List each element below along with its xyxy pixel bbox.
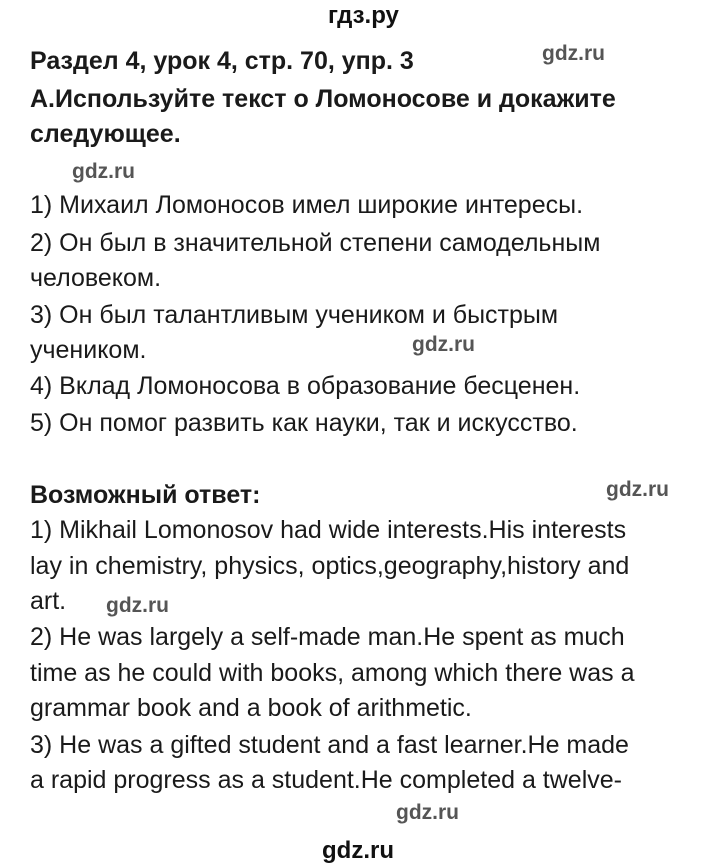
site-header-label: гдз.ру xyxy=(328,2,399,29)
answer-line: grammar book and a book of arithmetic. xyxy=(30,694,472,722)
answer-line: a rapid progress as a student.He completed a twelve- xyxy=(30,766,622,794)
instruction-line-2: следующее. xyxy=(30,120,181,148)
site-footer-label: gdz.ru xyxy=(322,837,394,864)
statement-line: 1) Михаил Ломоносов имел широкие интересы. xyxy=(30,191,584,219)
answer-line: art. xyxy=(30,587,67,615)
answer-line: 3) He was a gifted student and a fast learner.He made xyxy=(30,731,629,759)
statement-line: 3) Он был талантливым учеником и быстрым xyxy=(30,301,559,329)
statement-line: 2) Он был в значительной степени самодельным xyxy=(30,229,601,257)
answer-line: time as he could with books, among which there was a xyxy=(30,659,635,687)
statement-line: 5) Он помог развить как науки, так и искусство. xyxy=(30,409,578,437)
watermark: gdz.ru xyxy=(412,333,475,356)
watermark: gdz.ru xyxy=(72,160,135,183)
task-title: Раздел 4, урок 4, стр. 70, упр. 3 xyxy=(30,47,414,75)
answer-line: 2) He was largely a self-made man.He spent as much xyxy=(30,623,625,651)
statement-line: учеником. xyxy=(30,336,147,364)
watermark: gdz.ru xyxy=(396,801,459,824)
answer-line: 1) Mikhail Lomonosov had wide interests.His interests xyxy=(30,516,627,544)
answer-heading: Возможный ответ: xyxy=(30,481,261,509)
statement-line: 4) Вклад Ломоносова в образование бесценен. xyxy=(30,372,581,400)
answer-line: lay in chemistry, physics, optics,geography,history and xyxy=(30,552,630,580)
watermark: gdz.ru xyxy=(606,478,669,501)
instruction-line-1: А.Используйте текст о Ломоносове и докажите xyxy=(30,85,616,113)
statement-line: человеком. xyxy=(30,264,162,292)
watermark: gdz.ru xyxy=(106,594,169,617)
watermark: gdz.ru xyxy=(542,42,605,65)
